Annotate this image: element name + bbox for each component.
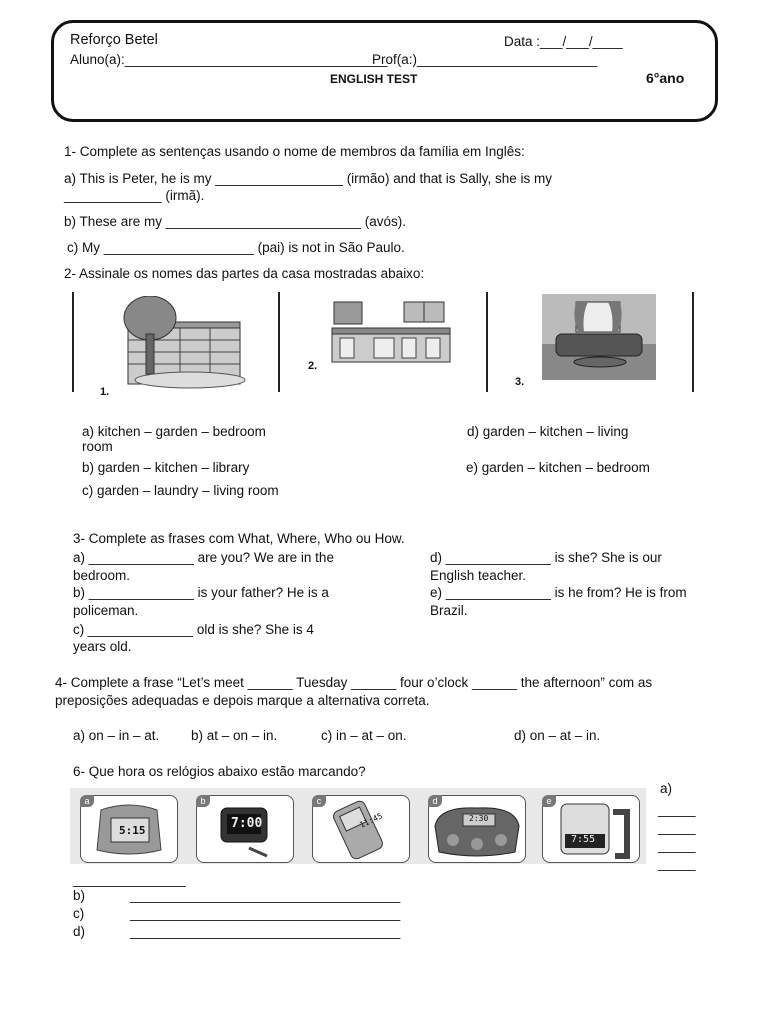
q2-option-d[interactable]: d) garden – kitchen – living	[467, 424, 629, 439]
pic-label-1: 1.	[100, 386, 110, 398]
garden-picture	[100, 296, 246, 390]
clock-b-time: 7:00	[231, 816, 263, 831]
answer-c-blank[interactable]: _____	[658, 838, 696, 853]
q2-title: 2- Assinale os nomes das partes da casa mostradas abaixo:	[64, 266, 425, 281]
answer-a-label: a)	[660, 781, 673, 796]
school-name: Reforço Betel	[70, 32, 158, 48]
q4-line2: preposições adequadas e depois marque a alternativa correta.	[55, 693, 430, 708]
clock-e	[542, 795, 640, 863]
q3-a: a) ______________ are you? We are in the	[73, 550, 334, 565]
answer-b-label: b)	[73, 888, 86, 903]
q1-c: c) My ____________________ (pai) is not in São Paulo.	[67, 240, 405, 255]
q2-option-e[interactable]: e) garden – kitchen – bedroom	[466, 460, 650, 475]
teacher-name-field[interactable]: Prof(a:)________________________	[372, 52, 598, 67]
q1-a-line1: a) This is Peter, he is my _________________ (irmão) and that is Sally, she is my	[64, 171, 553, 186]
clock-d-icon	[429, 796, 525, 862]
pic-label-2: 2.	[308, 360, 318, 372]
clock-b	[196, 795, 294, 863]
answer-line-d[interactable]: ____________________________________	[130, 924, 401, 939]
q3-c-cont: years old.	[73, 639, 132, 654]
test-title: ENGLISH TEST	[330, 72, 418, 86]
q3-e-cont: Brazil.	[430, 603, 468, 618]
pic-label-3: 3.	[515, 376, 525, 388]
q6-title: 6- Que hora os relógios abaixo estão marcando?	[73, 764, 366, 779]
q3-d-cont: English teacher.	[430, 568, 527, 583]
living-room-picture	[542, 294, 656, 380]
divider	[72, 292, 74, 392]
q4-option-a[interactable]: a) on – in – at.	[73, 728, 160, 743]
q2-option-b[interactable]: b) garden – kitchen – library	[82, 460, 250, 475]
clock-label: e	[542, 795, 556, 807]
divider	[278, 292, 280, 392]
q4-line1: 4- Complete a frase “Let’s meet ______ Tuesday ______ four o’clock ______ the afternoon” com as	[55, 675, 653, 690]
clock-label: a	[80, 795, 94, 807]
clock-d-time: 2:30	[469, 814, 489, 823]
q2-option-a[interactable]: a) kitchen – garden – bedroom	[82, 424, 266, 439]
q4-option-d[interactable]: d) on – at – in.	[514, 728, 601, 743]
q3-c: c) ______________ old is she? She is 4	[73, 622, 314, 637]
answer-c-label: c)	[73, 906, 85, 921]
clock-label: c	[312, 795, 326, 807]
q1-b: b) These are my __________________________ (avós).	[64, 214, 407, 229]
clock-c-time: 11:45	[358, 811, 384, 830]
student-name-field[interactable]: Aluno(a):___________________________________	[70, 52, 388, 67]
q4-option-c[interactable]: c) in – at – on.	[321, 728, 407, 743]
answer-d-label: d)	[73, 924, 86, 939]
divider	[692, 292, 694, 392]
clock-c	[312, 795, 410, 863]
clock-e-icon	[543, 796, 639, 862]
q1-title: 1- Complete as sentenças usando o nome de membros da família em Inglês:	[64, 144, 525, 159]
answer-a-blank[interactable]: _____	[658, 802, 696, 817]
clock-a-time: 5:15	[119, 824, 146, 837]
q2-option-a-cont: room	[82, 439, 113, 454]
answer-b-blank[interactable]: _____	[658, 820, 696, 835]
date-field[interactable]: Data :___/___/____	[504, 34, 623, 49]
q3-a-cont: bedroom.	[73, 568, 131, 583]
answer-d-blank[interactable]: _____	[658, 856, 696, 871]
clock-d	[428, 795, 526, 863]
divider	[486, 292, 488, 392]
clock-label: b	[196, 795, 210, 807]
q2-option-c[interactable]: c) garden – laundry – living room	[82, 483, 279, 498]
clock-e-time: 7:55	[571, 834, 596, 845]
q1-a-line2: _____________ (irmã).	[64, 188, 205, 203]
answer-line-a[interactable]: _______________	[73, 872, 186, 887]
answer-line-b[interactable]: ____________________________________	[130, 888, 401, 903]
q3-e: e) ______________ is he from? He is from	[430, 585, 687, 600]
answer-line-c[interactable]: ____________________________________	[130, 906, 401, 921]
q3-title: 3- Complete as frases com What, Where, Who ou How.	[73, 531, 405, 546]
kitchen-picture	[330, 298, 452, 364]
q3-b: b) ______________ is your father? He is a	[73, 585, 329, 600]
grade-label: 6°ano	[646, 70, 685, 86]
q4-option-b[interactable]: b) at – on – in.	[191, 728, 278, 743]
clock-a	[80, 795, 178, 863]
q3-d: d) ______________ is she? She is our	[430, 550, 662, 565]
clock-label: d	[428, 795, 442, 807]
q3-b-cont: policeman.	[73, 603, 139, 618]
